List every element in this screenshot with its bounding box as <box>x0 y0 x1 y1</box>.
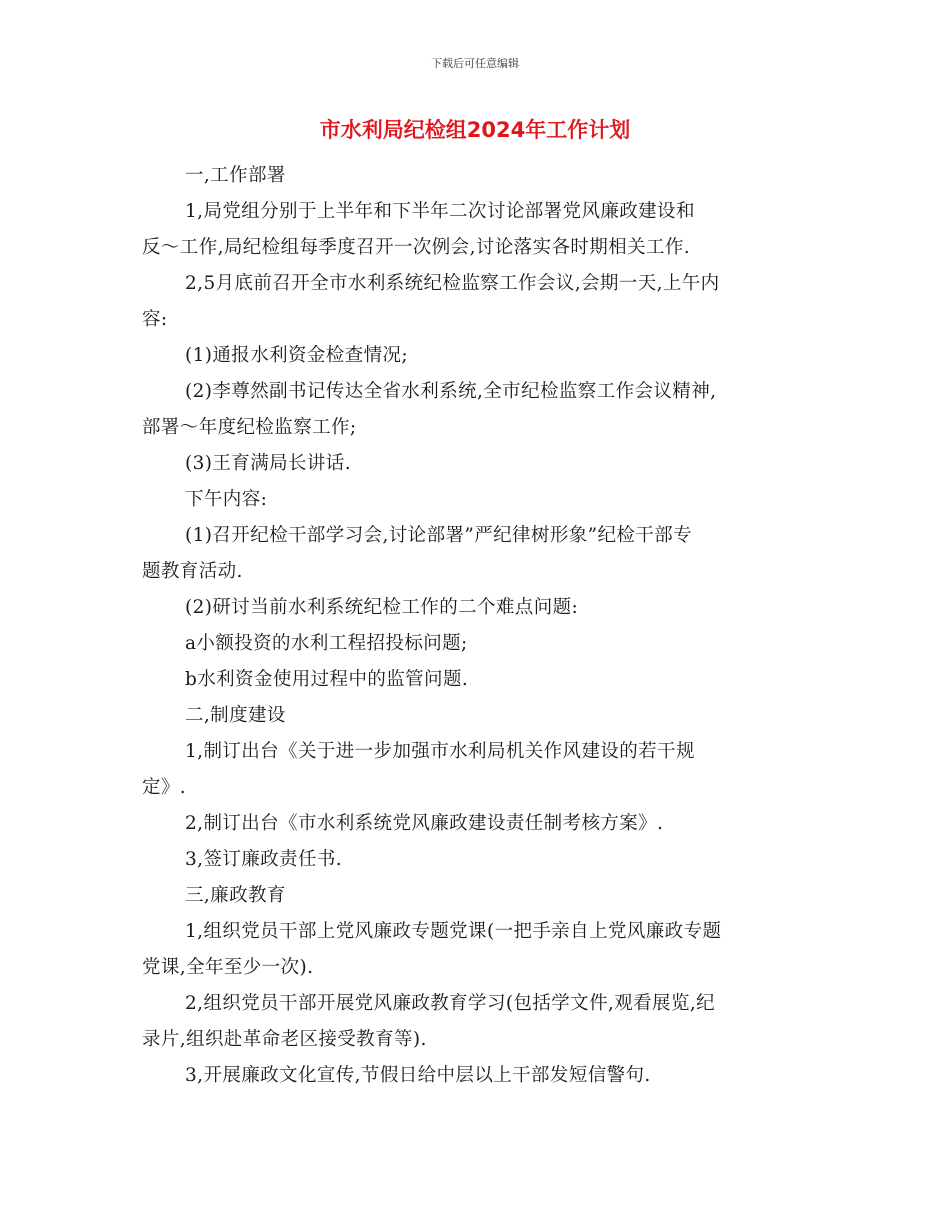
paragraph-line: (2)李尊然副书记传达全省水利系统,全市纪检监察工作会议精神, <box>185 381 717 402</box>
paragraph-line: 题教育活动. <box>142 561 243 582</box>
paragraph-line: 1,制订出台《关于进一步加强市水利局机关作风建设的若干规 <box>185 741 695 762</box>
paragraph-line: (1)通报水利资金检查情况; <box>185 345 409 366</box>
paragraph-line: (2)研讨当前水利系统纪检工作的二个难点问题: <box>185 597 579 618</box>
paragraph-line: (3)王育满局长讲话. <box>185 453 351 474</box>
paragraph-line: 反～工作,局纪检组每季度召开一次例会,讨论落实各时期相关工作. <box>142 237 691 258</box>
header-note: 下载后可任意编辑 <box>431 57 519 70</box>
paragraph-line: 1,局党组分别于上半年和下半年二次讨论部署党风廉政建设和 <box>185 201 695 222</box>
paragraph-line: 1,组织党员干部上党风廉政专题党课(一把手亲自上党风廉政专题 <box>185 921 722 942</box>
document-body <box>142 158 810 1094</box>
paragraph-line: 2,5月底前召开全市水利系统纪检监察工作会议,会期一天,上午内 <box>185 273 720 294</box>
paragraph-line: 党课,全年至少一次). <box>142 957 314 978</box>
paragraph-line: b水利资金使用过程中的监管问题. <box>185 669 469 690</box>
paragraph-line: a小额投资的水利工程招投标问题; <box>185 633 468 654</box>
paragraph-line: 2,制订出台《市水利系统党风廉政建设责任制考核方案》. <box>185 813 664 834</box>
section-heading-3: 三,廉政教育 <box>185 885 286 906</box>
paragraph-line: 部署～年度纪检监察工作; <box>142 417 357 438</box>
paragraph-line: 3,开展廉政文化宣传,节假日给中层以上干部发短信警句. <box>185 1065 651 1086</box>
section-heading-2: 二,制度建设 <box>185 705 286 726</box>
paragraph-line: 容: <box>142 309 168 330</box>
section-heading-1: 一,工作部署 <box>185 165 286 186</box>
paragraph-line: (1)召开纪检干部学习会,讨论部署”严纪律树形象”纪检干部专 <box>185 525 693 546</box>
paragraph-line: 3,签订廉政责任书. <box>185 849 343 870</box>
paragraph-line: 下午内容: <box>185 489 268 510</box>
paragraph-line: 定》. <box>142 777 187 798</box>
paragraph-line: 录片,组织赴革命老区接受教育等). <box>142 1029 427 1050</box>
paragraph-line: 2,组织党员干部开展党风廉政教育学习(包括学文件,观看展览,纪 <box>185 993 716 1014</box>
document-title: 市水利局纪检组2024年工作计划 <box>319 118 631 142</box>
